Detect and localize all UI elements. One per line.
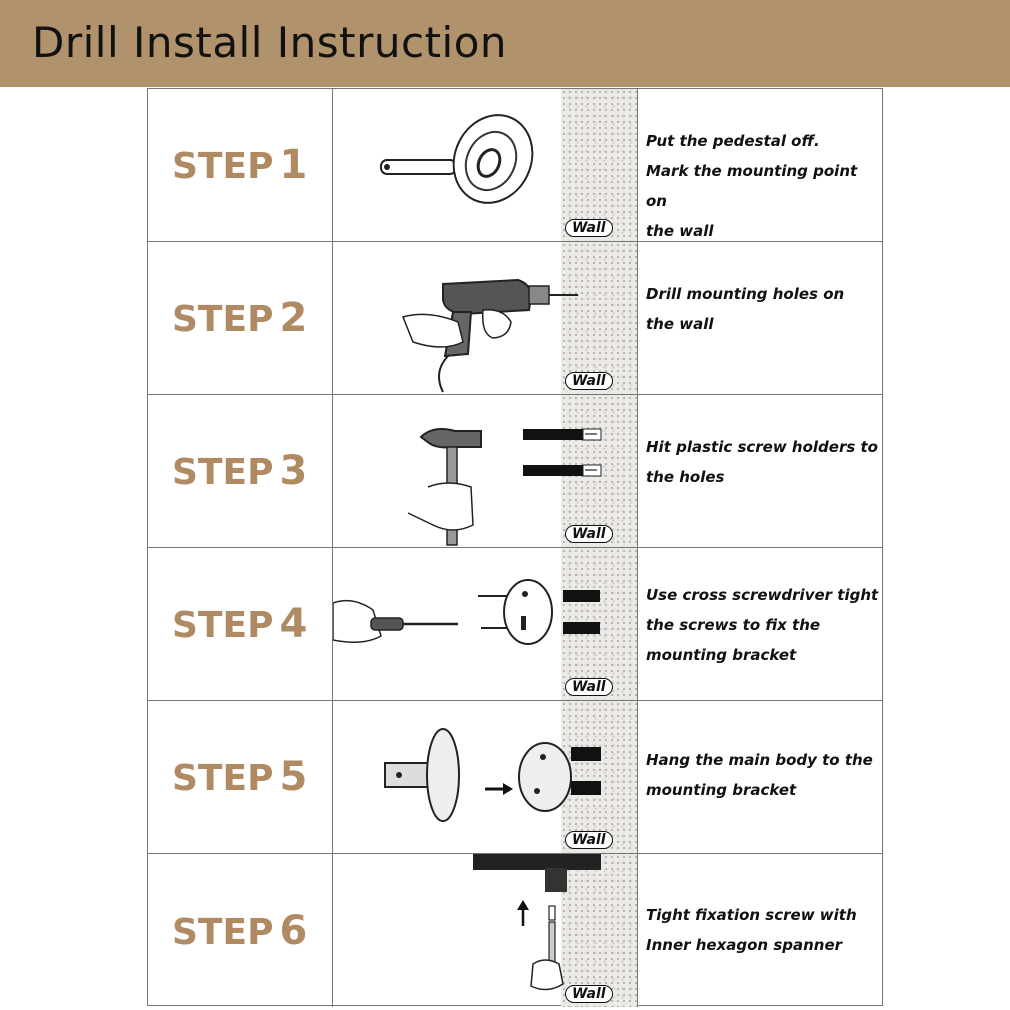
desc-line: Hit plastic screw holders to xyxy=(646,438,878,456)
header-banner xyxy=(0,0,1010,87)
wall-tag: Wall xyxy=(565,372,613,390)
page-title: Drill Install Instruction xyxy=(32,18,508,67)
step-illustration xyxy=(333,89,638,241)
wall-tag: Wall xyxy=(565,525,613,543)
desc-line: mounting bracket xyxy=(646,781,797,799)
step-illustration xyxy=(333,395,638,547)
step-description xyxy=(638,242,882,394)
desc-line: Hang the main body to the xyxy=(646,751,873,769)
wall-tag: Wall xyxy=(565,985,613,1003)
desc-line: Use cross screwdriver tight xyxy=(646,586,879,604)
desc-line: Inner hexagon spanner xyxy=(646,936,843,954)
step-label: STEP 5 xyxy=(172,754,308,800)
step-label: STEP 6 xyxy=(172,907,308,954)
step-row-1 xyxy=(148,89,882,242)
step-description xyxy=(638,89,882,241)
step-illustration xyxy=(333,242,638,394)
wall-tag: Wall xyxy=(565,219,613,237)
desc-line: the wall xyxy=(646,222,714,240)
step-label: STEP 1 xyxy=(172,142,308,188)
desc-line: Mark the mounting point on xyxy=(646,162,858,210)
step-label: STEP 3 xyxy=(172,448,308,494)
step-row-4 xyxy=(148,548,882,701)
wall-tag: Wall xyxy=(565,678,613,696)
desc-line: Tight fixation screw with xyxy=(646,906,857,924)
step-illustration xyxy=(333,548,638,700)
step-cell xyxy=(148,89,333,241)
desc-line: the holes xyxy=(646,468,725,486)
step-row-2 xyxy=(148,242,882,395)
desc-line: Put the pedestal off. xyxy=(646,132,820,150)
step-cell xyxy=(148,701,333,853)
step-illustration xyxy=(333,701,638,853)
step-cell xyxy=(148,548,333,700)
step-row-6 xyxy=(148,854,882,1007)
step-label: STEP 4 xyxy=(172,601,308,647)
step-cell xyxy=(148,854,333,1007)
step-description xyxy=(638,854,882,1007)
step-illustration xyxy=(333,854,638,1007)
step-description xyxy=(638,701,882,853)
desc-line: mounting bracket xyxy=(646,646,797,664)
desc-line: the wall xyxy=(646,315,714,333)
step-description xyxy=(638,548,882,700)
step-description xyxy=(638,395,882,547)
step-cell xyxy=(148,395,333,547)
wall-tag: Wall xyxy=(565,831,613,849)
desc-line: Drill mounting holes on xyxy=(646,285,845,303)
desc-line: the screws to fix the xyxy=(646,616,821,634)
step-label: STEP 2 xyxy=(172,295,308,341)
instruction-table xyxy=(147,88,883,1006)
step-cell xyxy=(148,242,333,394)
step-row-5 xyxy=(148,701,882,854)
step-row-3 xyxy=(148,395,882,548)
